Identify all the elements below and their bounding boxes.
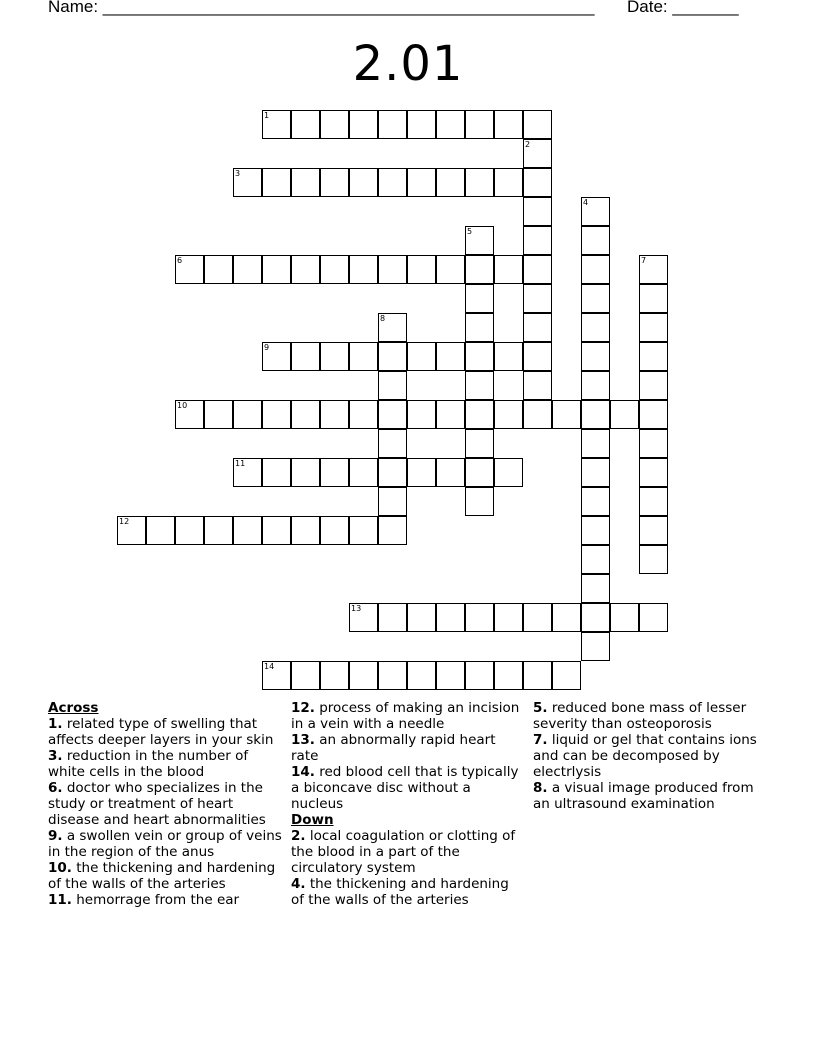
across-heading: Across bbox=[48, 700, 99, 716]
grid-cell[interactable] bbox=[581, 574, 610, 603]
grid-cell[interactable] bbox=[291, 168, 320, 197]
grid-cell[interactable] bbox=[465, 371, 494, 400]
clue-number-label: 14 bbox=[264, 662, 275, 671]
clue-number-label: 11 bbox=[235, 459, 246, 468]
grid-cell[interactable] bbox=[349, 168, 378, 197]
grid-cell[interactable] bbox=[639, 284, 668, 313]
clue-text: the thickening and hardening of the walls of the arteries bbox=[48, 860, 276, 892]
clue-number: 10. bbox=[48, 860, 72, 876]
grid-cell[interactable] bbox=[378, 313, 407, 342]
grid-cell[interactable] bbox=[523, 168, 552, 197]
grid-cell[interactable] bbox=[494, 458, 523, 487]
grid-cell[interactable] bbox=[523, 342, 552, 371]
grid-cell[interactable] bbox=[378, 429, 407, 458]
grid-cell[interactable] bbox=[436, 458, 465, 487]
date-field-label: Date: _______ bbox=[627, 0, 739, 16]
grid-cell[interactable] bbox=[465, 487, 494, 516]
clue-number: 12. bbox=[291, 700, 315, 716]
grid-cell[interactable] bbox=[494, 603, 523, 632]
grid-cell[interactable] bbox=[639, 516, 668, 545]
grid-cell[interactable] bbox=[407, 661, 436, 690]
down-heading: Down bbox=[291, 812, 334, 828]
grid-cell[interactable] bbox=[436, 661, 465, 690]
grid-cell[interactable] bbox=[581, 255, 610, 284]
grid-cell[interactable] bbox=[523, 313, 552, 342]
clue-across-10 bbox=[48, 860, 286, 892]
grid-cell[interactable] bbox=[552, 400, 581, 429]
grid-cell[interactable] bbox=[436, 110, 465, 139]
grid-cell[interactable] bbox=[233, 255, 262, 284]
grid-cell[interactable] bbox=[378, 168, 407, 197]
grid-cell[interactable] bbox=[175, 255, 204, 284]
clue-across-14 bbox=[291, 764, 521, 812]
grid-cell[interactable] bbox=[465, 255, 494, 284]
grid-cell[interactable] bbox=[465, 458, 494, 487]
clue-number-label: 6 bbox=[177, 256, 183, 265]
grid-cell[interactable] bbox=[465, 603, 494, 632]
grid-cell[interactable] bbox=[320, 168, 349, 197]
clue-text: hemorrage from the ear bbox=[76, 892, 240, 908]
grid-cell[interactable] bbox=[465, 284, 494, 313]
grid-cell[interactable] bbox=[378, 603, 407, 632]
grid-cell[interactable] bbox=[320, 516, 349, 545]
grid-cell[interactable] bbox=[523, 371, 552, 400]
clue-across-11 bbox=[48, 892, 286, 908]
grid-cell[interactable] bbox=[407, 168, 436, 197]
grid-cell[interactable] bbox=[378, 458, 407, 487]
grid-cell[interactable] bbox=[523, 400, 552, 429]
grid-cell[interactable] bbox=[465, 226, 494, 255]
grid-cell[interactable] bbox=[378, 487, 407, 516]
clue-text: related type of swelling that affects deeper layers in your skin bbox=[48, 716, 274, 748]
clue-number-label: 1 bbox=[264, 111, 270, 120]
clue-down-2 bbox=[291, 828, 521, 876]
clue-text: doctor who specializes in the study or treatment of heart disease and heart abnormalities bbox=[48, 780, 266, 828]
grid-cell[interactable] bbox=[581, 487, 610, 516]
grid-cell[interactable] bbox=[320, 458, 349, 487]
clue-column-1 bbox=[48, 700, 286, 908]
clue-text: the thickening and hardening of the walls of the arteries bbox=[291, 876, 509, 908]
grid-cell[interactable] bbox=[436, 255, 465, 284]
clue-number: 13. bbox=[291, 732, 315, 748]
grid-cell[interactable] bbox=[639, 342, 668, 371]
grid-cell[interactable] bbox=[349, 342, 378, 371]
grid-cell[interactable] bbox=[494, 400, 523, 429]
grid-cell[interactable] bbox=[407, 110, 436, 139]
grid-cell[interactable] bbox=[465, 429, 494, 458]
clue-number-label: 8 bbox=[380, 314, 386, 323]
clue-number-label: 10 bbox=[177, 401, 188, 410]
clue-number: 11. bbox=[48, 892, 72, 908]
grid-cell[interactable] bbox=[407, 458, 436, 487]
grid-cell[interactable] bbox=[262, 342, 291, 371]
clue-number-label: 4 bbox=[583, 198, 589, 207]
clue-text: process of making an incision in a vein with a needle bbox=[291, 700, 520, 732]
grid-cell[interactable] bbox=[465, 661, 494, 690]
clue-text: reduction in the number of white cells in the blood bbox=[48, 748, 249, 780]
grid-cell[interactable] bbox=[262, 516, 291, 545]
grid-cell[interactable] bbox=[523, 139, 552, 168]
clue-across-3 bbox=[48, 748, 286, 780]
grid-cell[interactable] bbox=[291, 342, 320, 371]
grid-cell[interactable] bbox=[639, 458, 668, 487]
clue-number: 9. bbox=[48, 828, 63, 844]
grid-cell[interactable] bbox=[523, 255, 552, 284]
clue-across-9 bbox=[48, 828, 286, 860]
page-title: 2.01 bbox=[352, 36, 464, 92]
grid-cell[interactable] bbox=[146, 516, 175, 545]
grid-cell[interactable] bbox=[639, 487, 668, 516]
grid-cell[interactable] bbox=[581, 429, 610, 458]
clue-text: a visual image produced from an ultrasound examination bbox=[533, 780, 754, 812]
grid-cell[interactable] bbox=[639, 545, 668, 574]
clue-down-4 bbox=[291, 876, 521, 908]
clue-number-label: 12 bbox=[119, 517, 130, 526]
grid-cell[interactable] bbox=[407, 603, 436, 632]
clue-number-label: 7 bbox=[641, 256, 647, 265]
clue-down-5 bbox=[533, 700, 773, 732]
clue-across-13 bbox=[291, 732, 521, 764]
grid-cell[interactable] bbox=[378, 371, 407, 400]
grid-cell[interactable] bbox=[233, 400, 262, 429]
grid-cell[interactable] bbox=[465, 168, 494, 197]
grid-cell[interactable] bbox=[291, 458, 320, 487]
clue-text: local coagulation or clotting of the blood in a part of the circulatory system bbox=[291, 828, 516, 876]
clue-text: reduced bone mass of lesser severity than osteoporosis bbox=[533, 700, 747, 732]
grid-cell[interactable] bbox=[436, 400, 465, 429]
grid-cell[interactable] bbox=[291, 661, 320, 690]
grid-cell[interactable] bbox=[262, 661, 291, 690]
clue-number: 5. bbox=[533, 700, 548, 716]
grid-cell[interactable] bbox=[378, 400, 407, 429]
grid-cell[interactable] bbox=[639, 400, 668, 429]
grid-cell[interactable] bbox=[291, 516, 320, 545]
grid-cell[interactable] bbox=[175, 400, 204, 429]
clue-number: 7. bbox=[533, 732, 548, 748]
grid-cell[interactable] bbox=[552, 661, 581, 690]
clue-number: 14. bbox=[291, 764, 315, 780]
grid-cell[interactable] bbox=[639, 603, 668, 632]
grid-cell[interactable] bbox=[291, 255, 320, 284]
grid-cell[interactable] bbox=[407, 342, 436, 371]
clue-text: red blood cell that is typically a biconcave disc without a nucleus bbox=[291, 764, 519, 812]
grid-cell[interactable] bbox=[378, 342, 407, 371]
grid-cell[interactable] bbox=[581, 545, 610, 574]
grid-cell[interactable] bbox=[378, 516, 407, 545]
clue-number-label: 9 bbox=[264, 343, 270, 352]
grid-cell[interactable] bbox=[349, 255, 378, 284]
clue-number: 2. bbox=[291, 828, 306, 844]
grid-cell[interactable] bbox=[378, 255, 407, 284]
clue-column-3 bbox=[533, 700, 773, 812]
grid-cell[interactable] bbox=[581, 284, 610, 313]
grid-cell[interactable] bbox=[291, 110, 320, 139]
clue-number-label: 13 bbox=[351, 604, 362, 613]
grid-cell[interactable] bbox=[320, 661, 349, 690]
grid-cell[interactable] bbox=[523, 284, 552, 313]
grid-cell[interactable] bbox=[320, 255, 349, 284]
grid-cell[interactable] bbox=[349, 603, 378, 632]
clue-across-6 bbox=[48, 780, 286, 828]
grid-cell[interactable] bbox=[349, 400, 378, 429]
grid-cell[interactable] bbox=[494, 168, 523, 197]
grid-cell[interactable] bbox=[465, 110, 494, 139]
clue-text: liquid or gel that contains ions and can be decomposed by electrlysis bbox=[533, 732, 757, 780]
grid-cell[interactable] bbox=[436, 168, 465, 197]
grid-cell[interactable] bbox=[291, 400, 320, 429]
grid-cell[interactable] bbox=[407, 400, 436, 429]
grid-cell[interactable] bbox=[494, 661, 523, 690]
grid-cell[interactable] bbox=[581, 342, 610, 371]
clue-number-label: 2 bbox=[525, 140, 531, 149]
grid-cell[interactable] bbox=[262, 110, 291, 139]
clue-number: 1. bbox=[48, 716, 63, 732]
clue-number: 4. bbox=[291, 876, 306, 892]
grid-cell[interactable] bbox=[552, 603, 581, 632]
grid-cell[interactable] bbox=[378, 110, 407, 139]
grid-cell[interactable] bbox=[465, 313, 494, 342]
grid-cell[interactable] bbox=[233, 168, 262, 197]
grid-cell[interactable] bbox=[407, 255, 436, 284]
grid-cell[interactable] bbox=[494, 110, 523, 139]
grid-cell[interactable] bbox=[320, 400, 349, 429]
grid-cell[interactable] bbox=[581, 197, 610, 226]
clue-number: 6. bbox=[48, 780, 63, 796]
grid-cell[interactable] bbox=[639, 429, 668, 458]
clue-text: a swollen vein or group of veins in the region of the anus bbox=[48, 828, 282, 860]
clue-text: an abnormally rapid heart rate bbox=[291, 732, 496, 764]
grid-cell[interactable] bbox=[117, 516, 146, 545]
clue-number-label: 3 bbox=[235, 169, 241, 178]
grid-cell[interactable] bbox=[523, 197, 552, 226]
grid-cell[interactable] bbox=[204, 255, 233, 284]
grid-cell[interactable] bbox=[639, 371, 668, 400]
clue-number: 8. bbox=[533, 780, 548, 796]
grid-cell[interactable] bbox=[349, 661, 378, 690]
clue-number-label: 5 bbox=[467, 227, 473, 236]
grid-cell[interactable] bbox=[378, 661, 407, 690]
grid-cell[interactable] bbox=[581, 226, 610, 255]
grid-cell[interactable] bbox=[204, 400, 233, 429]
grid-cell[interactable] bbox=[262, 458, 291, 487]
grid-cell[interactable] bbox=[320, 342, 349, 371]
clue-down-7 bbox=[533, 732, 773, 780]
grid-cell[interactable] bbox=[175, 516, 204, 545]
grid-cell[interactable] bbox=[349, 110, 378, 139]
clue-down-8 bbox=[533, 780, 773, 812]
grid-cell[interactable] bbox=[494, 255, 523, 284]
grid-cell[interactable] bbox=[233, 516, 262, 545]
grid-cell[interactable] bbox=[639, 313, 668, 342]
grid-cell[interactable] bbox=[581, 371, 610, 400]
clue-number: 3. bbox=[48, 748, 63, 764]
grid-cell[interactable] bbox=[523, 661, 552, 690]
grid-cell[interactable] bbox=[465, 342, 494, 371]
grid-cell[interactable] bbox=[581, 603, 610, 632]
name-field-label: Name: ____________________________________________________ bbox=[48, 0, 595, 16]
grid-cell[interactable] bbox=[523, 603, 552, 632]
grid-cell[interactable] bbox=[581, 632, 610, 661]
clue-across-1 bbox=[48, 716, 286, 748]
clue-across-12 bbox=[291, 700, 521, 732]
grid-cell[interactable] bbox=[639, 255, 668, 284]
grid-cell[interactable] bbox=[581, 400, 610, 429]
grid-cell[interactable] bbox=[610, 603, 639, 632]
grid-cell[interactable] bbox=[494, 342, 523, 371]
grid-cell[interactable] bbox=[465, 400, 494, 429]
grid-cell[interactable] bbox=[349, 458, 378, 487]
grid-cell[interactable] bbox=[436, 342, 465, 371]
grid-cell[interactable] bbox=[523, 110, 552, 139]
grid-cell[interactable] bbox=[610, 400, 639, 429]
grid-cell[interactable] bbox=[581, 313, 610, 342]
grid-cell[interactable] bbox=[262, 168, 291, 197]
grid-cell[interactable] bbox=[581, 458, 610, 487]
grid-cell[interactable] bbox=[233, 458, 262, 487]
grid-cell[interactable] bbox=[204, 516, 233, 545]
grid-cell[interactable] bbox=[262, 400, 291, 429]
grid-cell[interactable] bbox=[262, 255, 291, 284]
grid-cell[interactable] bbox=[436, 603, 465, 632]
clue-column-2 bbox=[291, 700, 521, 908]
grid-cell[interactable] bbox=[349, 516, 378, 545]
grid-cell[interactable] bbox=[320, 110, 349, 139]
grid-cell[interactable] bbox=[523, 226, 552, 255]
grid-cell[interactable] bbox=[581, 516, 610, 545]
